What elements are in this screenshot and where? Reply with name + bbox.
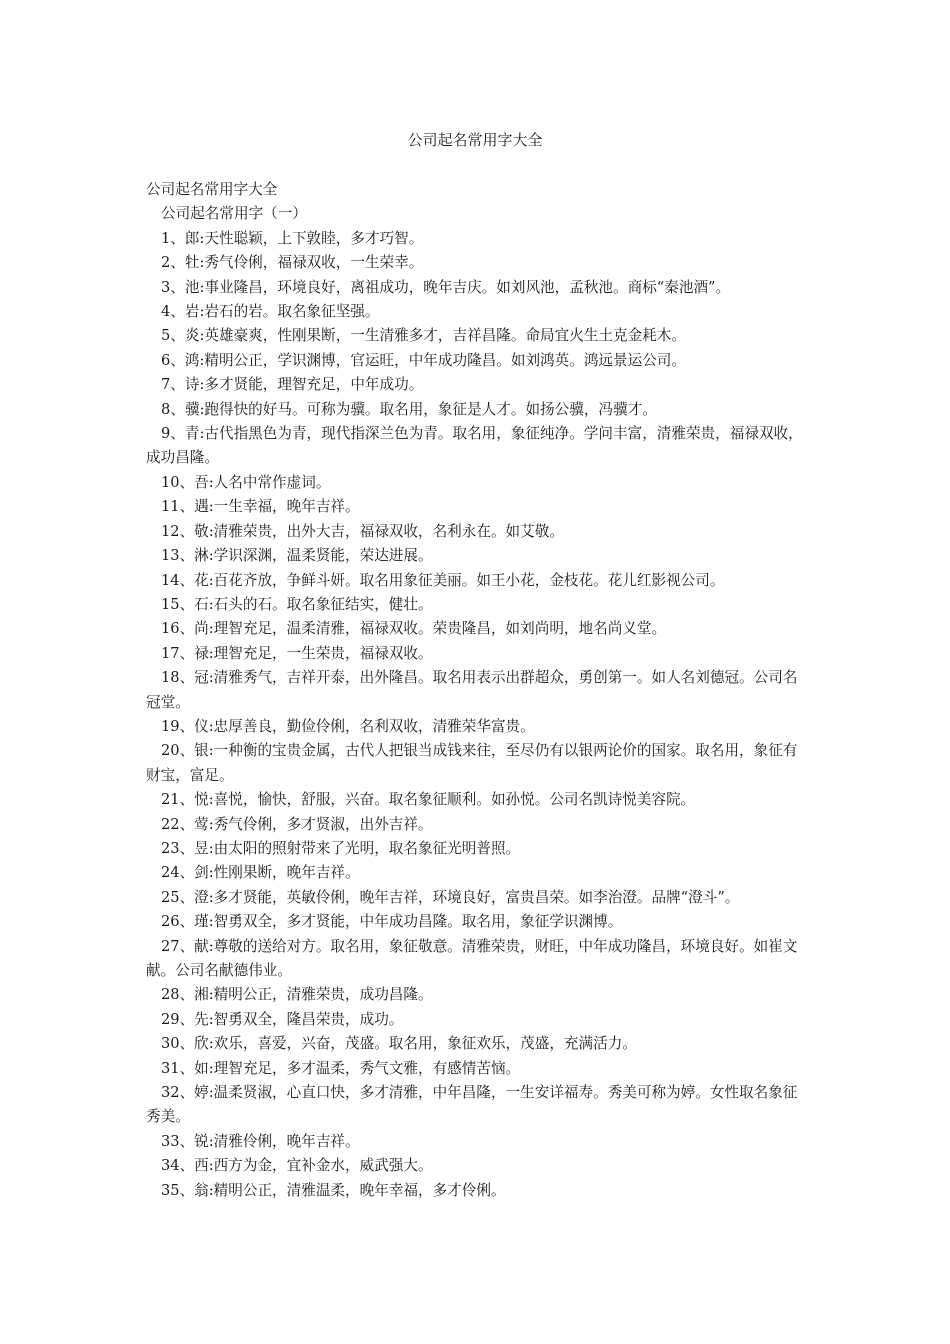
document-body (146, 178, 808, 1203)
entry-item: 7、诗:多才贤能，理智充足，中年成功。 (161, 376, 424, 394)
entry-item: 3、池:事业隆昌，环境良好，离祖成功，晚年吉庆。如刘风池，孟秋池。商标“秦池酒”。 (161, 278, 731, 296)
entry-item: 10、吾:人名中常作虚词。 (161, 473, 331, 491)
entry-item: 35、翁:精明公正，清雅温柔，晚年幸福，多才伶俐。 (161, 1181, 506, 1199)
entry-item: 28、湘:精明公正，清雅荣贵，成功昌隆。 (161, 986, 433, 1004)
entry-item: 2、牡:秀气伶俐，福禄双收，一生荣幸。 (161, 254, 424, 272)
entry-item: 23、昱:由太阳的照射带来了光明，取名象征光明普照。 (161, 839, 521, 857)
entry-item: 18、冠:清雅秀气，吉祥开泰，出外隆昌。取名用表示出群超众，勇创第一。如人名刘德冠。公司名冠堂。 (146, 669, 798, 711)
entry-item: 31、如:理智充足，多才温柔，秀气文雅，有感情苦恼。 (161, 1059, 521, 1077)
entry-item: 16、尚:理智充足，温柔清雅，福禄双收。荣贵隆昌，如刘尚明，地名尚义堂。 (161, 620, 667, 638)
entry-item: 32、婷:温柔贤淑，心直口快，多才清雅，中年昌隆，一生安详福寿。秀美可称为婷。女性取名象征秀美。 (146, 1084, 798, 1126)
entry-item: 22、莺:秀气伶俐，多才贤淑，出外吉祥。 (161, 815, 433, 833)
entry-item: 1、郎:天性聪颖，上下敦睦，多才巧智。 (161, 229, 424, 247)
entry-item: 24、剑:性刚果断，晚年吉祥。 (161, 864, 360, 882)
entry-item: 12、敬:清雅荣贵，出外大吉，福禄双收，名利永在。如艾敬。 (161, 522, 564, 540)
entry-item: 19、仪:忠厚善良，勤俭伶俐，名利双收，清雅荣华富贵。 (161, 717, 535, 735)
entry-list (146, 227, 808, 1203)
entry-item: 20、银:一种衡的宝贵金属，古代人把银当成钱来往，至尽仍有以银两论价的国家。取名用，象征有财宝，富足。 (146, 742, 798, 784)
entry-item: 21、悦:喜悦，愉快，舒服，兴奋。取名象征顺利。如孙悦。公司名凯诗悦美容院。 (161, 791, 696, 809)
entry-item: 26、瑾:智勇双全，多才贤能，中年成功昌隆。取名用，象征学识渊博。 (161, 913, 623, 931)
entry-item: 14、花:百花齐放，争鲜斗妍。取名用象征美丽。如王小花，金枝花。花儿红影视公司。 (161, 571, 725, 589)
entry-item: 34、西:西方为金，宜补金水，威武强大。 (161, 1157, 433, 1175)
entry-item: 33、锐:清雅伶俐，晚年吉祥。 (161, 1132, 360, 1150)
entry-item: 27、献:尊敬的送给对方。取名用，象征敬意。清雅荣贵，财旺，中年成功隆昌，环境良好。如崔文献。公司名献德伟业。 (146, 937, 798, 979)
body-heading: 公司起名常用字大全 (146, 181, 278, 198)
entry-item: 6、鸿:精明公正，学识渊博，官运旺，中年成功隆昌。如刘鸿英。鸿远景运公司。 (161, 351, 686, 369)
entry-item: 8、骥:跑得快的好马。可称为骥。取名用，象征是人才。如扬公骥，冯骥才。 (161, 400, 657, 418)
entry-item: 25、澄:多才贤能，英敏伶俐，晚年吉祥，环境良好，富贵昌荣。如李治澄。品牌“澄斗”。 (161, 888, 740, 906)
entry-item: 29、先:智勇双全，隆昌荣贵，成功。 (161, 1010, 404, 1028)
entry-item: 17、禄:理智充足，一生荣贵，福禄双收。 (161, 644, 433, 662)
section-heading: 公司起名常用字（一） (161, 205, 307, 223)
entry-item: 13、淋:学识深渊，温柔贤能，荣达进展。 (161, 547, 433, 565)
entry-item: 30、欣:欢乐，喜爱，兴奋，茂盛。取名用，象征欢乐，茂盛，充满活力。 (161, 1035, 637, 1053)
document-title: 公司起名常用字大全 (407, 131, 543, 149)
entry-item: 4、岩:岩石的岩。取名象征坚强。 (161, 303, 380, 321)
entry-item: 15、石:石头的石。取名象征结实，健壮。 (161, 595, 433, 613)
entry-item: 11、遇:一生幸福，晚年吉祥。 (161, 498, 360, 516)
entry-item: 5、炎:英雄豪爽，性刚果断，一生清雅多才，吉祥昌隆。命局宜火生土克金耗木。 (161, 327, 686, 345)
entry-item: 9、青:古代指黑色为青，现代指深兰色为青。取名用，象征纯净。学问丰富，清雅荣贵，福禄双收，成功昌隆。 (146, 425, 803, 467)
